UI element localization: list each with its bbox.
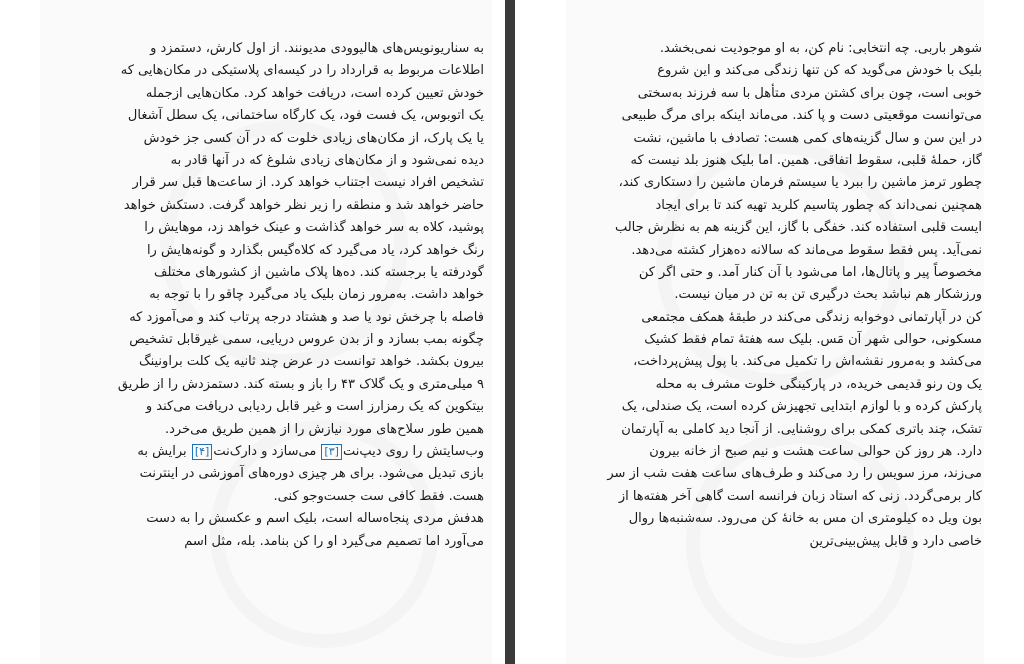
text-run: ایست قلبی استفاده کند. خفگی با گاز، این گزینه هم به نظرش جالب <box>614 220 982 236</box>
text-run: به سناریونویس‌های هالیوودی مدیونند. از اول کارش، دستمزد و <box>150 41 484 56</box>
text-run: گاز، حملهٔ قلبی، سقوط اتفاقی. همین. اما بلیک هنوز بلد نیست که <box>630 152 982 168</box>
text-line <box>568 396 982 418</box>
right-page <box>566 0 984 664</box>
text-run: در این سن و سال گزینه‌های کمی هست: تصادف با ماشین، نشت <box>633 130 982 146</box>
text-line <box>44 83 484 105</box>
text-run: بیرون بکشد. خواهد توانست در عرض چند ثانیه یک کلت براونینگ <box>138 354 484 370</box>
text-line <box>44 128 484 150</box>
text-line <box>568 419 982 441</box>
text-line <box>44 374 484 396</box>
text-line <box>44 105 484 127</box>
text-run: یک اتوبوس، یک فست فود، یک کارگاه ساختمانی، یک سطل آشغال <box>127 108 484 124</box>
text-line <box>44 150 484 172</box>
text-run: کن در آپارتمانی دوخوابه زندگی می‌کند در طبقهٔ همکف مجتمعی <box>641 309 982 325</box>
text-run: بون ویل ده کیلومتری ان مس به خانهٔ کن می‌رود. سه‌شنبه‌ها روال <box>628 511 982 527</box>
text-line <box>568 240 982 262</box>
text-run: هست. فقط کافی ست جست‌وجو کنی. <box>273 488 484 504</box>
text-run: تشخیص افراد نیست اجتناب خواهد کرد. از ساعت‌ها قبل سر قرار <box>132 175 484 191</box>
text-run: می‌زند، مرز سویس را رد می‌کند و طرف‌های ساعت هفت شب از سر <box>607 466 982 482</box>
text-run: خوبی است، چون برای کشتن مردی متأهل با سه فرزند به‌سختی <box>637 85 982 101</box>
text-line <box>44 463 484 485</box>
text-run: رنگ خواهد کرد، یاد می‌گیرد که کلاه‌گیس بگذارد و گونه‌هایش را <box>146 242 484 258</box>
text-line <box>44 396 484 418</box>
text-line <box>44 441 484 463</box>
text-line <box>568 217 982 239</box>
text-run: یا یک پارک، از مکان‌های زیادی خلوت که در آن کسی جز خودش <box>143 130 484 146</box>
text-run: خاصی دارد و قابل پیش‌بینی‌ترین <box>809 533 982 549</box>
text-line <box>568 105 982 127</box>
text-run: دیده نمی‌شود و از مکان‌های زیادی شلوغ که در آنها قادر به <box>170 152 484 168</box>
text-line <box>568 60 982 82</box>
text-run: پوشید، کلاه به سر خواهد گذاشت و عینک خواهد زد، موهایش را <box>144 220 484 236</box>
text-run: ورزشکار هم نباشد بحث درگیری تن به تن در میان نیست. <box>674 287 982 303</box>
text-line <box>44 60 484 82</box>
text-line <box>568 374 982 396</box>
text-run: کار برمی‌گردد. زنی که استاد زبان فرانسه است گاهی آخر هفته‌ها از <box>618 488 982 504</box>
text-run: برایش به <box>137 444 191 460</box>
text-run: وب‌سایتش را روی دیپ‌نت <box>342 444 484 460</box>
text-run: می‌سازد و دارک‌نت <box>213 444 321 460</box>
text-line <box>44 217 484 239</box>
text-line <box>44 351 484 373</box>
text-line <box>568 531 982 553</box>
text-line <box>568 262 982 284</box>
page-divider <box>505 0 515 664</box>
text-line <box>44 195 484 217</box>
text-run: چگونه بمب بسازد و از بدن عروس دریایی، سمی غیرقابل تشخیص <box>129 332 484 348</box>
text-line <box>44 38 484 60</box>
text-run: یک ون رنو قدیمی خریده، در پارکینگی خلوت مشرف به محله <box>655 376 982 392</box>
text-run: بلیک با خودش می‌گوید که کن تنها زندگی می‌کند و این شروع <box>657 63 982 79</box>
text-run: نمی‌آید. پس فقط سقوط می‌ماند که سالانه ده‌هزار کشته می‌دهد. <box>631 242 982 258</box>
text-run: مسکونی، حوالی شهر آن مَس. بلیک سه هفتهٔ تمام فقط کشیک <box>644 332 982 348</box>
text-line <box>44 329 484 351</box>
text-run: اطلاعات مربوط به قرارداد را در کیسه‌ای پلاستیکی در مکان‌هایی که <box>120 63 484 79</box>
text-run: پارکش کرده و با لوازم ابتدایی تجهیزش کرده است، یک صندلی، یک <box>621 399 982 415</box>
text-run: مخصوصاً پیر و پاتال‌ها، اما می‌شود با آن کنار آمد. و حتی اگر کن <box>638 264 982 280</box>
text-run: چطور ترمز ماشین را ببرد یا سیستم فرمان ماشین را دستکاری کند، <box>618 175 982 191</box>
text-run: فاصله با چرخش نود یا صد و هشتاد درجه پرتاب کند و می‌آموزد که <box>129 309 484 325</box>
text-run: خواهد داشت. به‌مرور زمان بلیک یاد می‌گیرد چاقو را با توجه به <box>149 287 484 303</box>
text-run: خودش تعیین کرده است، دریافت خواهد کرد. مکان‌هایی ازجمله <box>145 85 484 101</box>
text-run: همچنین نمی‌داند که چطور پتاسیم کلرید تهیه کند تا برای ایجاد <box>655 197 982 213</box>
text-line <box>44 307 484 329</box>
text-line <box>568 83 982 105</box>
text-run: ۹ میلی‌متری و یک گلاک ۴۳ را باز و بسته کند. دستمزدش را از طریق <box>117 376 484 392</box>
text-run: بیتکوین که یک رمزارز است و غیر قابل ردیابی دریافت می‌کند و <box>145 399 484 415</box>
text-line <box>44 419 484 441</box>
text-line <box>568 463 982 485</box>
text-line <box>568 441 982 463</box>
text-line <box>568 195 982 217</box>
text-run: دارد. هر روز کن حوالی ساعت هشت و نیم صبح از خانه بیرون <box>649 444 982 460</box>
text-run: می‌کشد و به‌مرور نقشه‌اش را تکمیل می‌کند. با پول پیش‌پرداخت، <box>633 354 982 370</box>
text-line <box>568 172 982 194</box>
text-line <box>568 329 982 351</box>
text-line <box>44 172 484 194</box>
left-page <box>40 0 492 664</box>
footnote-link[interactable]: [۴] <box>192 444 213 460</box>
text-run: همین طور سلاح‌های مورد نیازش را از همین طریق می‌خرد. <box>164 421 484 437</box>
text-line <box>44 284 484 306</box>
text-line <box>568 486 982 508</box>
text-line <box>568 150 982 172</box>
text-line <box>44 508 484 530</box>
left-page-text <box>44 38 484 553</box>
text-line <box>568 128 982 150</box>
text-run: هدفش مردی پنجاه‌ساله است، بلیک اسم و عکسش را به دست <box>146 511 484 527</box>
text-line <box>568 508 982 530</box>
text-run: شوهر باربی. چه انتخابی: نام کن، به او موجودیت نمی‌بخشد. <box>659 41 982 56</box>
text-line <box>44 531 484 553</box>
text-line <box>568 307 982 329</box>
text-line <box>44 486 484 508</box>
text-line <box>44 262 484 284</box>
right-page-text <box>568 38 982 553</box>
text-run: حاضر خواهد شد و منطقه را زیر نظر خواهد گرفت. دستکش خواهد <box>123 197 484 213</box>
text-line <box>568 284 982 306</box>
footnote-link[interactable]: [۳] <box>321 444 342 460</box>
text-line <box>568 38 982 60</box>
text-run: بازی تبدیل می‌شود. برای هر چیزی دوره‌های آموزشی در اینترنت <box>139 466 484 482</box>
text-run: می‌توانست موقعیتی دست و پا کند. می‌ماند اینکه برای مرگ طبیعی <box>621 108 982 124</box>
text-run: تشک، چند باتری کمکی برای روشنایی. از آنجا دید کاملی به آپارتمان <box>621 421 982 437</box>
text-line <box>44 240 484 262</box>
text-line <box>568 351 982 373</box>
text-run: گودرفته یا برجسته کند. ده‌ها پلاک ماشین از کشورهای مختلف <box>154 264 484 280</box>
text-run: می‌آورد اما تصمیم می‌گیرد او را کن بنامد. بله، مثل اسم <box>184 533 484 549</box>
